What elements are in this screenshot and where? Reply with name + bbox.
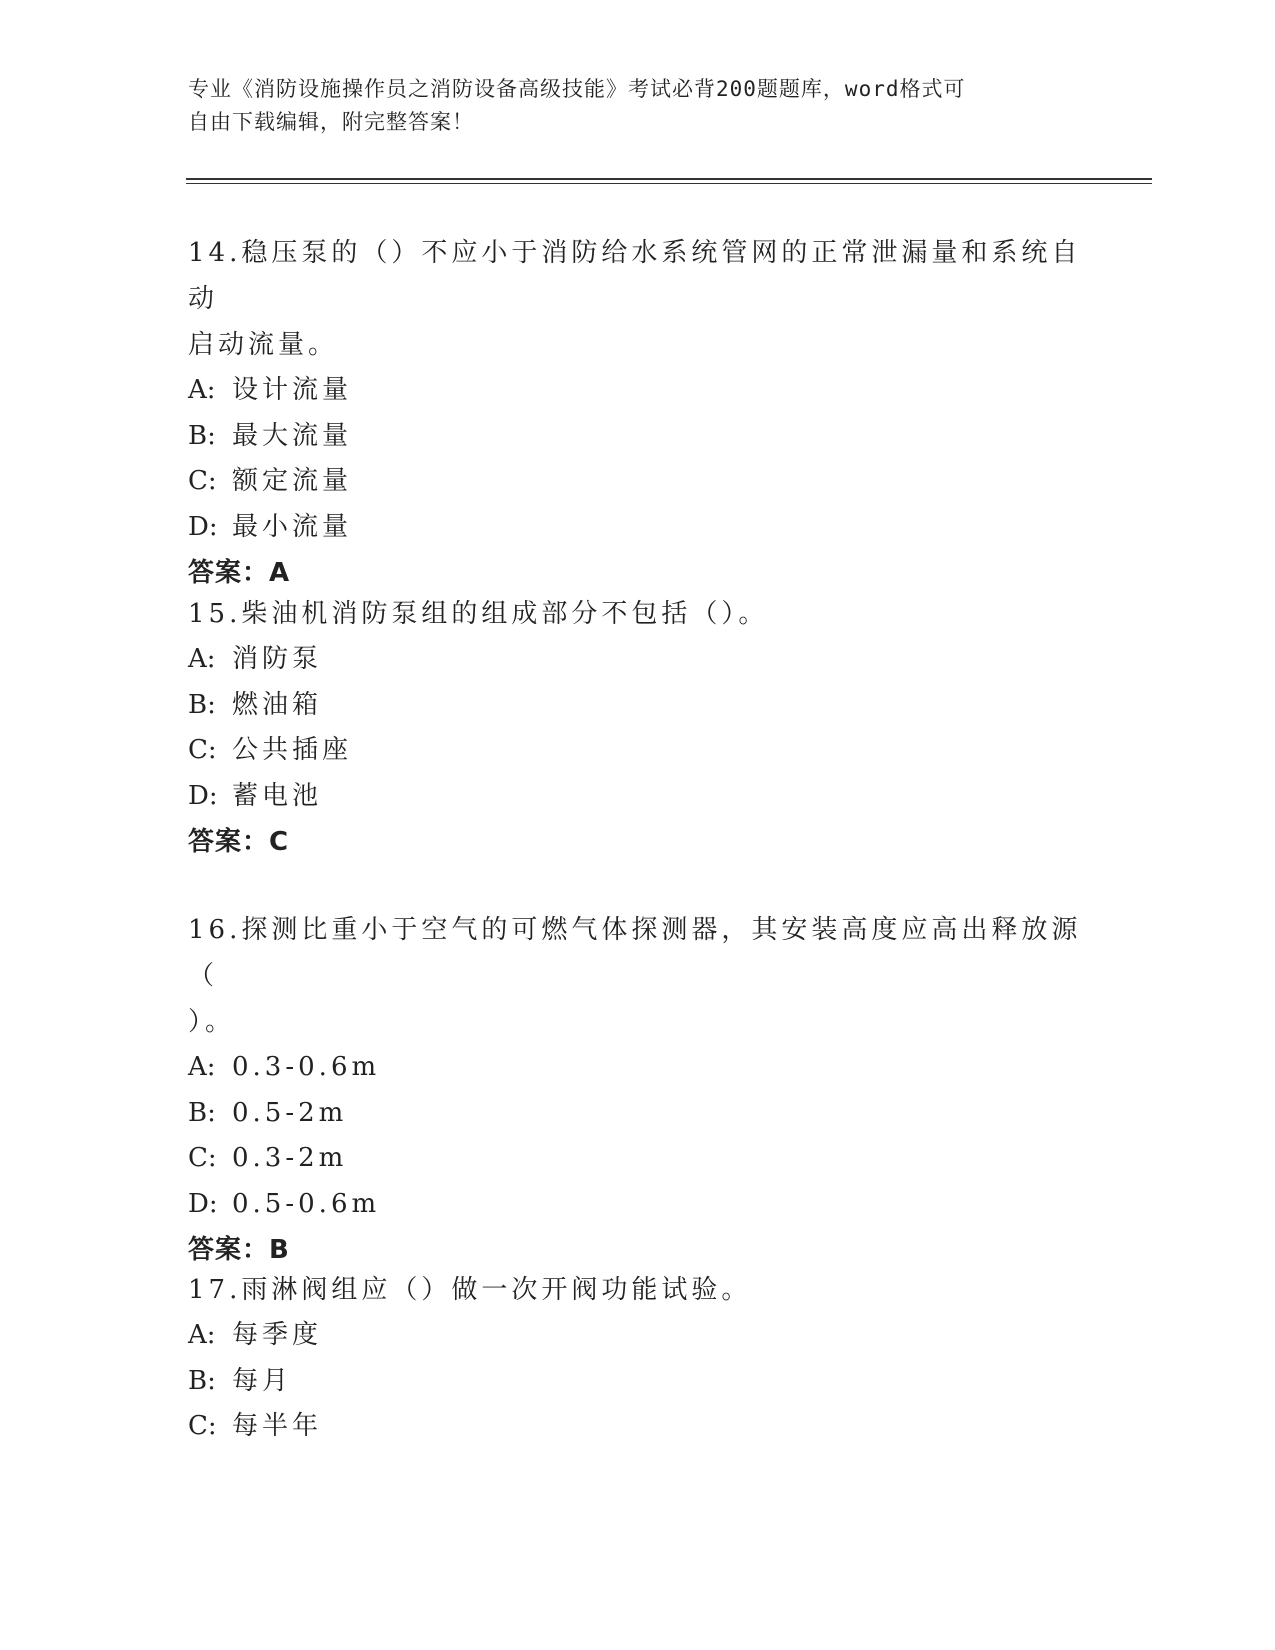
- option-text: 0.3-2m: [232, 1143, 348, 1173]
- option-letter: D:: [188, 780, 218, 811]
- option-c: [188, 728, 1088, 774]
- option-letter: B:: [188, 1365, 216, 1396]
- question-14: [188, 230, 1088, 596]
- option-text: 蓄电池: [232, 780, 323, 811]
- option-letter: D:: [188, 1188, 218, 1219]
- option-text: 0.5-2m: [232, 1097, 348, 1128]
- answer-line: 答案：C: [188, 827, 290, 857]
- question-16: [188, 907, 1088, 1273]
- option-d: [188, 505, 1088, 551]
- question-stem-line: 15.柴油机消防泵组的组成部分不包括（）。: [188, 599, 769, 629]
- option-a: [188, 368, 1088, 414]
- option-text: 消防泵: [232, 644, 323, 674]
- option-letter: A:: [188, 1320, 216, 1350]
- option-text: 每月: [232, 1365, 293, 1396]
- question-stem-line: 16.探测比重小于空气的可燃气体探测器，其安装高度应高出释放源（: [188, 915, 1082, 991]
- option-letter: A:: [188, 1052, 216, 1082]
- option-letter: A:: [188, 644, 216, 674]
- header-divider-thin: [186, 183, 1152, 184]
- option-a: [188, 637, 1088, 683]
- answer-line: 答案：B: [188, 1235, 290, 1265]
- option-b: [188, 1091, 1088, 1137]
- question-17: [188, 1267, 1088, 1450]
- header-divider-thick: [186, 178, 1152, 180]
- option-text: 每半年: [232, 1411, 323, 1441]
- option-letter: A:: [188, 375, 216, 405]
- option-letter: C:: [188, 466, 217, 496]
- header-line-1: 专业《消防设施操作员之消防设备高级技能》考试必背200题题库，word格式可: [188, 77, 966, 101]
- option-letter: B:: [188, 420, 216, 451]
- option-c: [188, 1136, 1088, 1182]
- option-letter: B:: [188, 689, 216, 720]
- option-a: [188, 1045, 1088, 1091]
- option-text: 0.3-0.6m: [232, 1052, 381, 1082]
- option-letter: D:: [188, 511, 218, 542]
- option-text: 燃油箱: [232, 689, 323, 720]
- option-d: [188, 1182, 1088, 1228]
- option-text: 额定流量: [232, 466, 353, 496]
- option-d: [188, 774, 1088, 820]
- option-letter: C:: [188, 1143, 217, 1173]
- question-stem-line: 17.雨淋阀组应（）做一次开阀功能试验。: [188, 1275, 752, 1305]
- option-b: [188, 683, 1088, 729]
- option-letter: C:: [188, 1411, 217, 1441]
- header-line-2: 自由下载编辑，附完整答案！: [188, 110, 474, 134]
- option-text: 设计流量: [232, 375, 353, 405]
- question-15: [188, 591, 1088, 865]
- question-stem-line: 14.稳压泵的（）不应小于消防给水系统管网的正常泄漏量和系统自动: [188, 238, 1082, 314]
- option-a: [188, 1313, 1088, 1359]
- question-stem-line: ）。: [188, 1007, 236, 1037]
- option-b: [188, 414, 1088, 460]
- document-header: [188, 73, 1068, 139]
- option-letter: C:: [188, 735, 217, 765]
- option-text: 最小流量: [232, 511, 353, 542]
- option-text: 公共插座: [232, 735, 353, 765]
- option-c: [188, 1404, 1088, 1450]
- answer-line: 答案：A: [188, 558, 291, 588]
- option-letter: B:: [188, 1097, 216, 1128]
- option-text: 最大流量: [232, 420, 353, 451]
- option-text: 0.5-0.6m: [232, 1188, 381, 1219]
- option-b: [188, 1359, 1088, 1405]
- option-c: [188, 459, 1088, 505]
- question-stem-line: 启动流量。: [188, 330, 339, 360]
- option-text: 每季度: [232, 1320, 323, 1350]
